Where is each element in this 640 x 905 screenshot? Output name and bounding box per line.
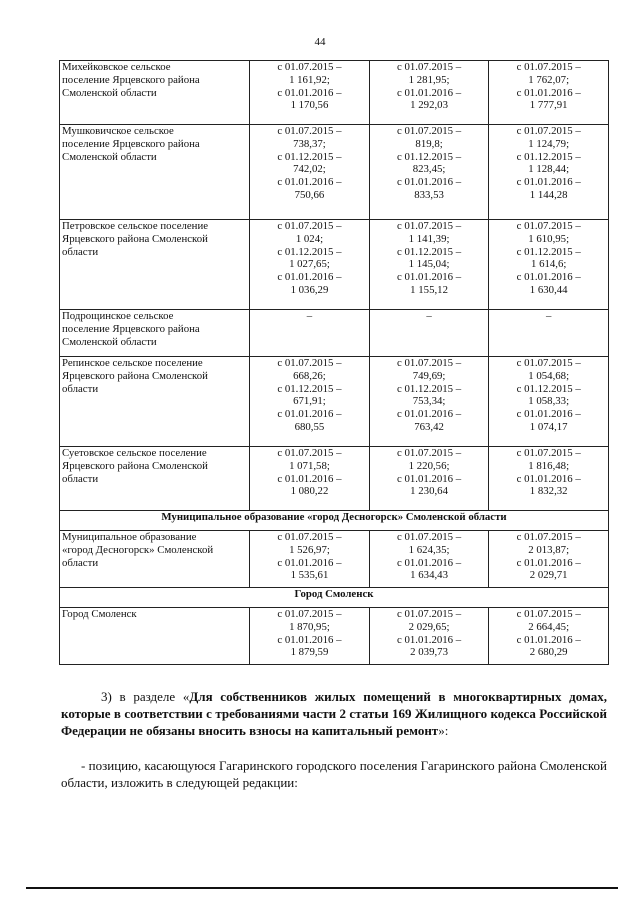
rate-line: 1 281,95; — [408, 73, 450, 86]
rate-cell-2 — [369, 125, 489, 220]
rate-line: 1 054,68; — [528, 369, 570, 382]
rate-line: с 01.01.2016 – — [277, 408, 342, 421]
rate-line: с 01.07.2015 – — [277, 61, 342, 73]
rate-cell-3 — [489, 447, 609, 511]
rate-line: с 01.01.2016 – — [516, 472, 581, 485]
rate-cell-2 — [369, 447, 489, 511]
rate-line: с 01.01.2016 – — [516, 86, 581, 99]
settlement-name-cell — [60, 125, 250, 220]
settlement-name-cell — [60, 447, 250, 511]
rate-line: с 01.12.2015 – — [396, 150, 462, 163]
table-row — [60, 447, 609, 511]
rate-line: 750,66 — [294, 188, 325, 201]
bottom-rule — [26, 887, 618, 889]
tariff-table-body — [60, 61, 609, 665]
table-row — [60, 61, 609, 125]
section-row — [60, 588, 609, 608]
settlement-name-line: «город Десногорск» Смоленской — [62, 543, 214, 556]
rate-line: – — [545, 310, 552, 322]
rate-line: 1 526,97; — [289, 543, 330, 556]
rate-line: с 01.12.2015 – — [516, 245, 581, 258]
settlement-name-cell — [60, 357, 250, 447]
rate-line: с 01.01.2016 – — [277, 86, 342, 99]
rate-line: 1 879,59 — [290, 646, 329, 659]
rate-cell-3 — [489, 531, 609, 588]
settlement-name-line: Репинское сельское поселение — [62, 357, 203, 369]
rate-cell-1 — [250, 447, 370, 511]
settlement-name-line: поселение Ярцевского района — [62, 322, 200, 335]
rate-line: 819,8; — [415, 137, 443, 150]
table-row — [60, 220, 609, 310]
rate-line: с 01.12.2015 – — [277, 150, 342, 163]
rate-line: с 01.07.2015 – — [396, 125, 462, 137]
rate-cell-2 — [369, 220, 489, 310]
rate-line: 2 029,71 — [529, 569, 568, 582]
section-title: Муниципальное образование «город Десногорск» Смоленской области — [60, 511, 609, 531]
rate-line: 1 870,95; — [289, 620, 330, 633]
rate-line: 1 624,35; — [408, 543, 450, 556]
paragraph-prefix: 3) в разделе « — [101, 689, 190, 704]
rate-line: с 01.01.2016 – — [516, 408, 581, 421]
rate-line: с 01.12.2015 – — [277, 382, 342, 395]
rate-line: с 01.01.2016 – — [396, 556, 462, 569]
rate-line: с 01.01.2016 – — [396, 408, 462, 421]
rate-line: с 01.12.2015 – — [396, 382, 462, 395]
rate-line: 671,91; — [293, 395, 326, 408]
rate-line: 833,53 — [414, 188, 444, 201]
rate-line: 2 039,73 — [410, 646, 448, 659]
rate-line: с 01.07.2015 – — [516, 357, 581, 369]
settlement-name-line: Ярцевского района Смоленской — [62, 369, 208, 382]
settlement-name-line: Муниципальное образование — [62, 531, 197, 543]
rate-cell-1 — [250, 310, 370, 357]
rate-cell-3 — [489, 310, 609, 357]
rate-line: с 01.01.2016 – — [277, 633, 342, 646]
rate-line: с 01.07.2015 – — [516, 61, 581, 73]
rate-line: 1 145,04; — [408, 258, 450, 271]
rate-cell-2 — [369, 61, 489, 125]
settlement-name-line: Ярцевского района Смоленской — [62, 459, 208, 472]
rate-line: с 01.07.2015 – — [277, 125, 342, 137]
rate-line: 2 680,29 — [529, 646, 568, 659]
rate-cell-2 — [369, 608, 489, 665]
rate-cell-1 — [250, 61, 370, 125]
rate-line: 1 027,65; — [289, 258, 330, 271]
rate-cell-2 — [369, 310, 489, 357]
settlement-name-line: Ярцевского района Смоленской — [62, 232, 208, 245]
rate-line: 1 230,64 — [410, 485, 448, 498]
rate-line: с 01.07.2015 – — [277, 357, 342, 369]
rate-line: с 01.01.2016 – — [277, 176, 342, 189]
rate-line: 1 124,79; — [528, 137, 570, 150]
rate-cell-1 — [250, 357, 370, 447]
rate-cell-3 — [489, 61, 609, 125]
settlement-name-line: Смоленской области — [62, 335, 157, 348]
rate-line: 668,26; — [293, 369, 326, 382]
rate-line: с 01.07.2015 – — [396, 447, 462, 459]
rate-line: 763,42 — [414, 420, 444, 433]
rate-line: 1 144,28 — [529, 188, 568, 201]
rate-line: 1 155,12 — [410, 283, 448, 296]
rate-line: 1 080,22 — [290, 485, 329, 498]
rate-cell-1 — [250, 608, 370, 665]
tariff-table — [59, 60, 609, 665]
rate-line: с 01.07.2015 – — [516, 125, 581, 137]
rate-line: с 01.07.2015 – — [396, 357, 462, 369]
rate-line: с 01.12.2015 – — [277, 245, 342, 258]
paragraph-suffix: »: — [438, 723, 449, 738]
settlement-name-line: Подрощинское сельское — [62, 310, 174, 322]
section-row — [60, 511, 609, 531]
rate-line: 1 614,6; — [530, 258, 567, 271]
settlement-name-line: области — [62, 472, 99, 485]
rate-line: 1 141,39; — [408, 232, 450, 245]
rate-line: 680,55 — [294, 420, 325, 433]
settlement-name-line: Михейковское сельское — [62, 61, 171, 73]
rate-line: с 01.07.2015 – — [277, 608, 342, 620]
rate-cell-2 — [369, 531, 489, 588]
table-row — [60, 125, 609, 220]
rate-line: 1 292,03 — [410, 99, 448, 112]
rate-line: с 01.07.2015 – — [396, 61, 462, 73]
rate-line: с 01.07.2015 – — [396, 531, 462, 543]
rate-line: с 01.01.2016 – — [277, 556, 342, 569]
rate-line: 1 220,56; — [408, 459, 450, 472]
rate-line: с 01.01.2016 – — [396, 176, 462, 189]
settlement-name-cell — [60, 310, 250, 357]
table-row — [60, 357, 609, 447]
table-row — [60, 310, 609, 357]
settlement-name-line: поселение Ярцевского района — [62, 137, 200, 150]
paragraph-bold-text: Для собственников жилых помещений в многоквартирных домах, которые в соответствии с требованиями части 2 статьи 169 Жилищного кодекса Российской Федерации не обязаны вносить взносы на капитальный ремонт — [61, 689, 607, 738]
settlement-name-line: Смоленской области — [62, 150, 157, 163]
rate-line: с 01.12.2015 – — [516, 382, 581, 395]
rate-line: с 01.01.2016 – — [516, 271, 581, 284]
rate-line: 1 161,92; — [289, 73, 330, 86]
rate-line: с 01.01.2016 – — [396, 633, 462, 646]
rate-cell-3 — [489, 608, 609, 665]
table-row — [60, 608, 609, 665]
rate-line: 738,37; — [293, 137, 326, 150]
rate-line: с 01.01.2016 – — [396, 86, 462, 99]
settlement-name-cell — [60, 61, 250, 125]
rate-line: 1 071,58; — [289, 459, 330, 472]
rate-cell-1 — [250, 220, 370, 310]
rate-line: 1 630,44 — [529, 283, 568, 296]
rate-line: 1 024; — [295, 232, 324, 245]
settlement-name-cell — [60, 531, 250, 588]
rate-cell-1 — [250, 125, 370, 220]
rate-line: с 01.07.2015 – — [277, 220, 342, 232]
rate-line: с 01.01.2016 – — [516, 556, 581, 569]
rate-line: 749,69; — [412, 369, 446, 382]
rate-line: 1 832,32 — [529, 485, 568, 498]
rate-line: 2 664,45; — [528, 620, 570, 633]
rate-line: с 01.07.2015 – — [516, 608, 581, 620]
rate-line: с 01.07.2015 – — [516, 447, 581, 459]
settlement-name-line: Город Смоленск — [62, 608, 137, 620]
rate-line: с 01.01.2016 – — [277, 271, 342, 284]
rate-line: с 01.07.2015 – — [396, 220, 462, 232]
page-number: 44 — [314, 36, 326, 48]
rate-line: 823,45; — [412, 163, 446, 176]
rate-line: с 01.07.2015 – — [277, 531, 342, 543]
rate-line: с 01.01.2016 – — [396, 472, 462, 485]
settlement-name-line: Петровское сельское поселение — [62, 220, 209, 232]
rate-cell-3 — [489, 357, 609, 447]
rate-line: 1 634,43 — [410, 569, 448, 582]
rate-line: 1 762,07; — [528, 73, 570, 86]
rate-line: с 01.01.2016 – — [516, 176, 581, 189]
rate-line: 1 777,91 — [529, 99, 568, 112]
rate-line: с 01.12.2015 – — [396, 245, 462, 258]
rate-line: с 01.12.2015 – — [516, 150, 581, 163]
settlement-name-line: Суетовское сельское поселение — [62, 447, 207, 459]
rate-cell-2 — [369, 357, 489, 447]
rate-line: – — [306, 310, 313, 322]
settlement-name-line: области — [62, 382, 99, 395]
settlement-name-line: Мушковичское сельское — [62, 125, 174, 137]
rate-cell-3 — [489, 125, 609, 220]
settlement-name-line: Смоленской области — [62, 86, 157, 99]
rate-line: 1 058,33; — [528, 395, 570, 408]
rate-line: с 01.07.2015 – — [396, 608, 462, 620]
rate-line: 1 036,29 — [290, 283, 329, 296]
rate-line: 742,02; — [293, 163, 326, 176]
paragraph-section-3 — [61, 688, 607, 739]
section-title: Город Смоленск — [60, 588, 609, 608]
rate-line: 1 170,56 — [290, 99, 329, 112]
rate-line: 1 816,48; — [528, 459, 570, 472]
rate-line: 753,34; — [412, 395, 446, 408]
rate-line: 1 074,17 — [529, 420, 568, 433]
rate-cell-1 — [250, 531, 370, 588]
rate-line: – — [426, 310, 432, 322]
rate-line: 1 535,61 — [290, 569, 329, 582]
settlement-name-cell — [60, 220, 250, 310]
rate-line: 1 610,95; — [528, 232, 570, 245]
settlement-name-line: области — [62, 556, 99, 569]
settlement-name-line: области — [62, 245, 99, 258]
rate-line: 1 128,44; — [528, 163, 570, 176]
settlement-name-line: поселение Ярцевского района — [62, 73, 200, 86]
table-row — [60, 531, 609, 588]
paragraph-position: - позицию, касающуюся Гагаринского городского поселения Гагаринского района Смоленской области, изложить в следующей редакции: — [61, 758, 607, 790]
rate-line: с 01.07.2015 – — [277, 447, 342, 459]
rate-line: с 01.07.2015 – — [516, 220, 581, 232]
rate-line: 2 013,87; — [528, 543, 570, 556]
rate-line: 2 029,65; — [408, 620, 450, 633]
settlement-name-cell — [60, 608, 250, 665]
rate-line: с 01.07.2015 – — [516, 531, 581, 543]
rate-line: с 01.01.2016 – — [516, 633, 581, 646]
rate-line: с 01.01.2016 – — [277, 472, 342, 485]
rate-cell-3 — [489, 220, 609, 310]
rate-line: с 01.01.2016 – — [396, 271, 462, 284]
